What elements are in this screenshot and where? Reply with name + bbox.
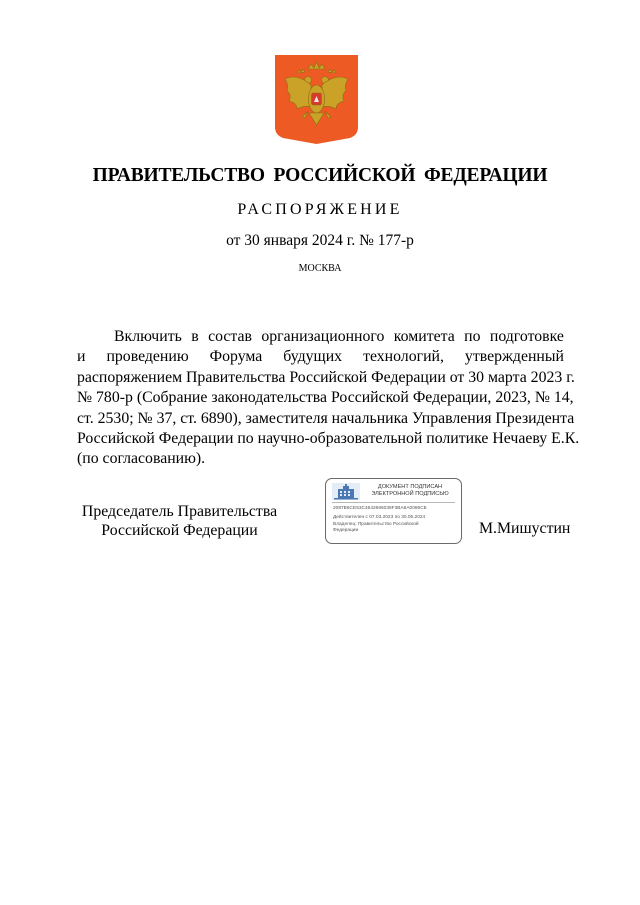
body-line-6: Российской Федерации по научно-образовательной политике Нечаеву Е.К. [77,430,580,448]
signer-position [77,502,282,540]
body-line-7: (по согласованию). [77,450,206,468]
body-line-4: № 780-р (Собрание законодательства Российской Федерации, 2023, № 14, [77,389,574,407]
body-line-1: Включить в состав организационного комитета по подготовке [114,328,564,345]
document-type: РАСПОРЯЖЕНИЕ [237,201,403,218]
order-body-text [77,327,580,470]
stamp-divider [332,502,455,503]
government-building-icon [332,483,360,500]
body-line-2: и проведению Форума будущих технологий, утвержденный [77,348,564,366]
signer-position-line-1: Председатель Правительства [81,503,278,520]
body-line-5: ст. 2530; № 37, ст. 6890), заместителя начальника Управления Президента [77,409,575,427]
electronic-signature-stamp [325,478,462,544]
certificate-owner-line-2: Федерации [333,528,359,533]
document-title: ПРАВИТЕЛЬСТВО РОССИЙСКОЙ ФЕДЕРАЦИИ [92,165,548,186]
signer-name: М.Мишустин [479,520,571,537]
certificate-number: 2087B6CE53C4642686038F3BA6A0086CE [333,506,427,511]
certificate-owner-line-1: Владелец: Правительство Российской [333,522,419,527]
signer-position-line-2: Российской Федерации [101,522,258,539]
certificate-validity: Действителен с 07.03.2023 по 30.05.2024 [333,515,426,520]
document-date-number: от 30 января 2024 г. № 177-р [226,232,414,249]
body-line-3: распоряжением Правительства Российской Федерации от 30 марта 2023 г. [77,368,575,386]
signature-heading: ДОКУМЕНТ ПОДПИСАН ЭЛЕКТРОННОЙ ПОДПИСЬЮ [371,484,449,497]
city: МОСКВА [298,263,342,274]
coat-of-arms-icon [275,55,358,144]
